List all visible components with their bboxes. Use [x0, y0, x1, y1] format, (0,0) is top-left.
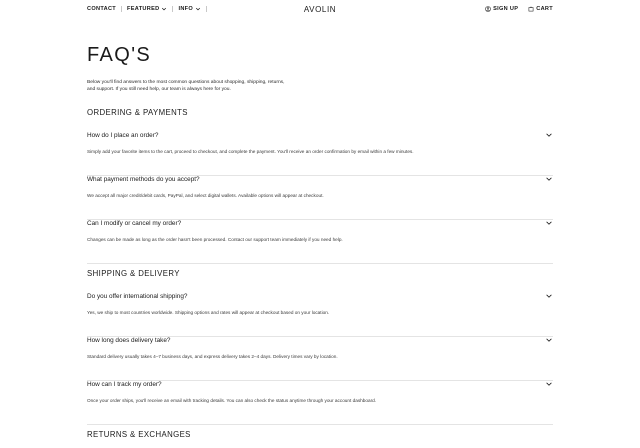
chevron-down-icon[interactable] [545, 175, 553, 183]
section-title-ordering: ORDERING & PAYMENTS [87, 108, 188, 117]
chevron-down-icon[interactable] [545, 219, 553, 227]
page-intro: Below you'll find answers to the most common questions about shopping, shipping, returns, and support. If you still need help, our team is always here for you. [87, 80, 285, 93]
faq-question[interactable]: What payment methods do you accept? [87, 176, 200, 183]
faq-answer: Once your order ships, you'll receive an email with tracking details. You can also check the status anytime through your account dashboard. [87, 398, 377, 403]
faq-answer: Changes can be made as long as the order hasn't been processed. Contact our support team immediately if you need help. [87, 237, 343, 242]
faq-content [87, 40, 553, 439]
chevron-down-icon[interactable] [545, 131, 553, 139]
chevron-down-icon[interactable] [545, 292, 553, 300]
faq-item[interactable] [87, 337, 553, 381]
section-title-shipping: SHIPPING & DELIVERY [87, 269, 180, 278]
nav-info-label: INFO [178, 6, 194, 12]
cart-icon [528, 6, 534, 12]
faq-answer: We accept all major credit/debit cards, PayPal, and select digital wallets. Available options will appear at checkout. [87, 193, 324, 198]
faq-answer: Standard delivery usually takes 4–7 business days, and express delivery takes 2–4 days. Delivery times vary by location. [87, 354, 338, 359]
sign-up-link[interactable] [485, 6, 518, 12]
chevron-down-icon[interactable] [545, 380, 553, 388]
cart-link[interactable] [528, 6, 553, 12]
faq-item[interactable] [87, 293, 553, 337]
faq-item[interactable] [87, 176, 553, 220]
faq-item[interactable] [87, 132, 553, 176]
sign-up-label: SIGN UP [493, 6, 519, 12]
cart-label: CART [536, 6, 553, 12]
faq-question[interactable]: Can I modify or cancel my order? [87, 220, 182, 227]
chevron-down-icon[interactable] [545, 336, 553, 344]
nav-contact-label: CONTACT [87, 6, 117, 12]
page-title: FAQ'S [87, 44, 152, 66]
faq-question[interactable]: How long does delivery take? [87, 337, 171, 344]
faq-question[interactable]: How can I track my order? [87, 381, 162, 388]
faq-answer: Yes, we ship to most countries worldwide. Shipping options and rates will appear at checkout based on your location. [87, 310, 330, 315]
user-icon [485, 6, 491, 12]
section-title-returns: RETURNS & EXCHANGES [87, 430, 191, 439]
faq-item[interactable] [87, 220, 553, 264]
site-header [0, 0, 640, 22]
faq-question[interactable]: Do you offer international shipping? [87, 293, 188, 300]
faq-item[interactable] [87, 381, 553, 425]
faq-answer: Simply add your favorite items to the cart, proceed to checkout, and complete the payment. You'll receive an order confirmation by email within a few minutes. [87, 149, 414, 154]
nav-featured-label: FEATURED [127, 6, 160, 12]
site-logo[interactable]: AVOLIN [303, 5, 337, 14]
faq-question[interactable]: How do I place an order? [87, 132, 159, 139]
account-nav [485, 6, 553, 12]
